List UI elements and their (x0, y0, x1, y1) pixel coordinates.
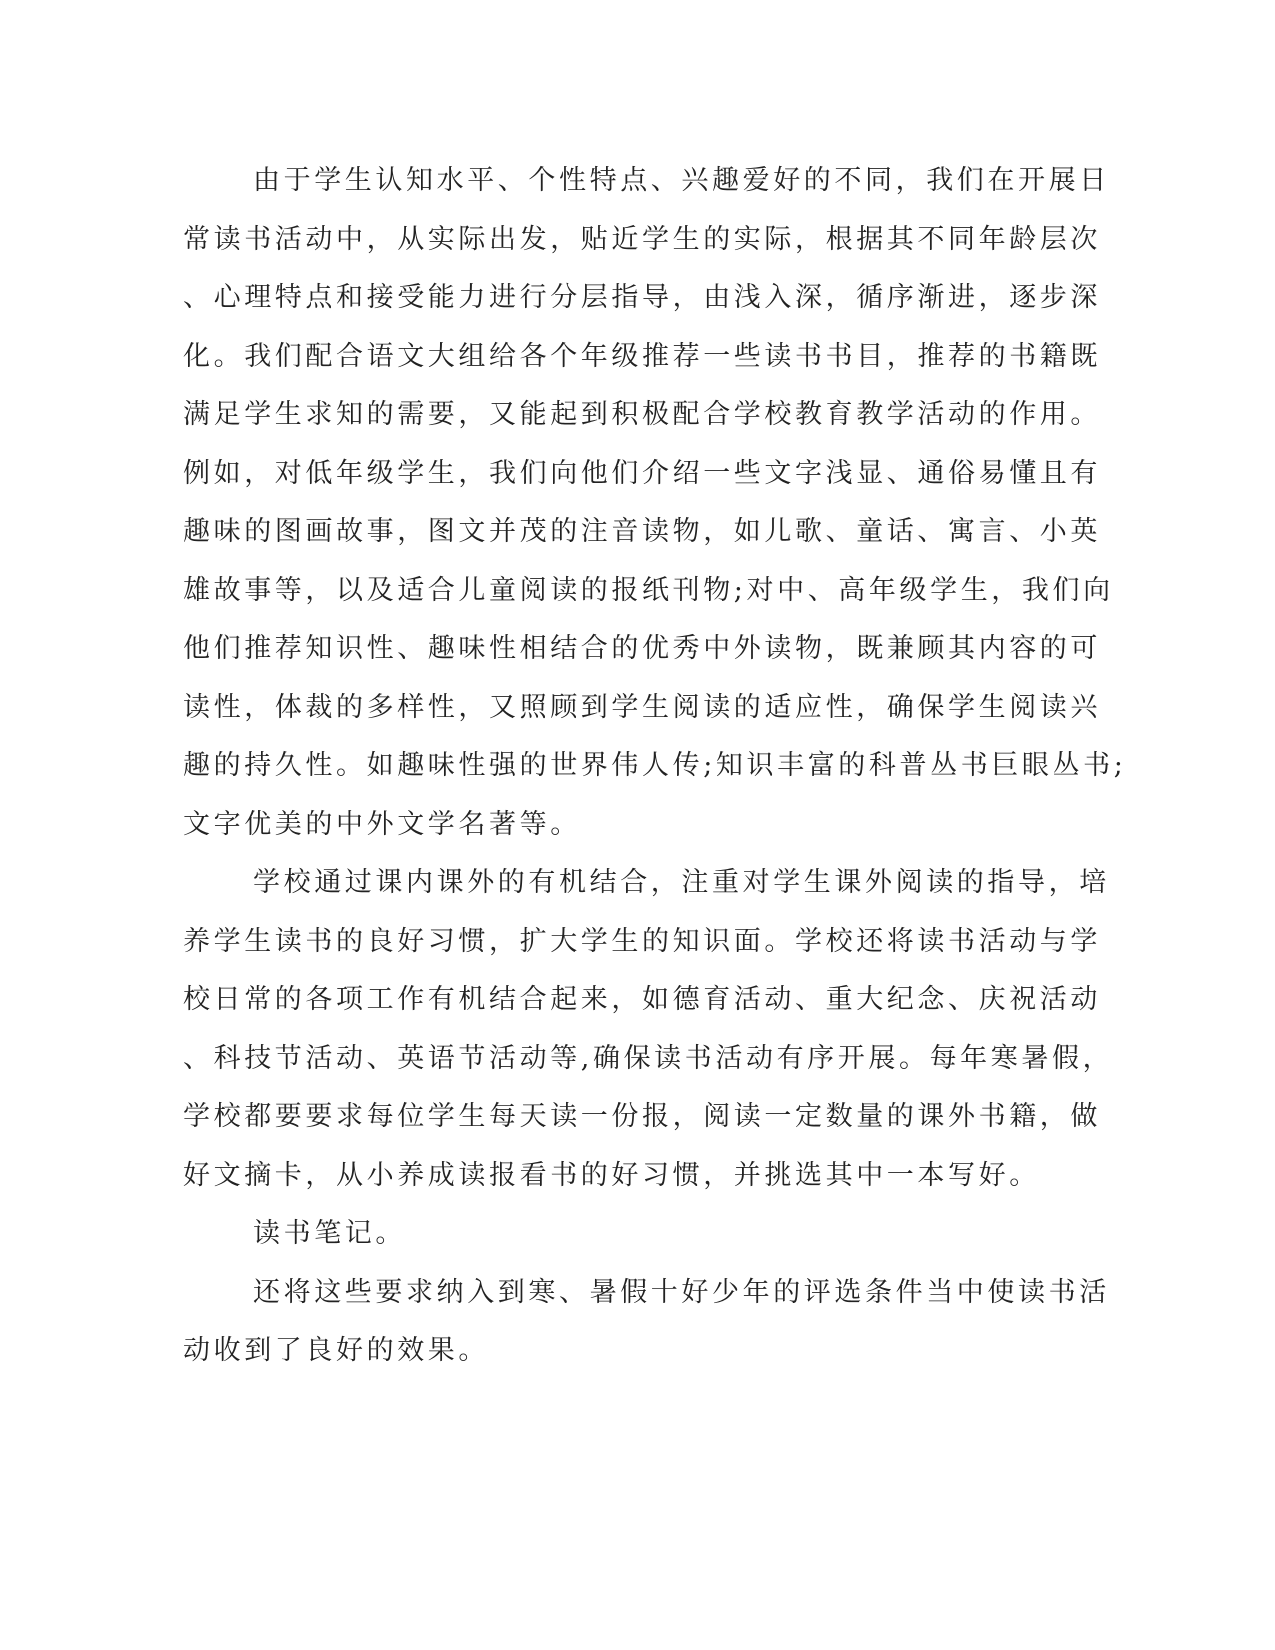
text-line: 动收到了良好的效果。 (183, 1335, 489, 1366)
text-line: 好文摘卡，从小养成读报看书的好习惯，并挑选其中一本写好。 (183, 1159, 1040, 1191)
text-line: 学校都要要求每位学生每天读一份报，阅读一定数量的课外书籍，做 (183, 1101, 1101, 1132)
text-line: 校日常的各项工作有机结合起来，如德育活动、重大纪念、庆祝活动 (183, 984, 1101, 1015)
text-line: 、科技节活动、英语节活动等,确保读书活动有序开展。每年寒暑假， (183, 1042, 1114, 1074)
text-line: 养学生读书的良好习惯，扩大学生的知识面。学校还将读书活动与学 (183, 925, 1101, 957)
paragraph-4 (183, 1264, 1110, 1381)
text-line: 雄故事等，以及适合儿童阅读的报纸刊物;对中、高年级学生，我们向 (183, 574, 1114, 606)
text-line: 满足学生求知的需要，又能起到积极配合学校教育教学活动的作用。 (183, 399, 1101, 430)
text-line: 他们推荐知识性、趣味性相结合的优秀中外读物，既兼顾其内容的可 (183, 633, 1101, 664)
text-line: 趣的持久性。如趣味性强的世界伟人传;知识丰富的科普丛书巨眼丛书; (183, 750, 1127, 781)
paragraph-2 (183, 854, 1114, 1205)
text-line: 趣味的图画故事，图文并茂的注音读物，如儿歌、童话、寓言、小英 (183, 516, 1101, 547)
body-text (183, 152, 1127, 1381)
paragraph-1 (183, 152, 1127, 854)
text-line: 文字优美的中外文学名著等。 (183, 808, 581, 840)
text-line: 化。我们配合语文大组给各个年级推荐一些读书书目，推荐的书籍既 (183, 340, 1101, 372)
text-line: 例如，对低年级学生，我们向他们介绍一些文字浅显、通俗易懂且有 (183, 457, 1101, 489)
text-line: 由于学生认知水平、个性特点、兴趣爱好的不同，我们在开展日 (253, 165, 1110, 196)
text-line: 还将这些要求纳入到寒、暑假十好少年的评选条件当中使读书活 (253, 1276, 1110, 1308)
text-line: 常读书活动中，从实际出发，贴近学生的实际，根据其不同年龄层次 (183, 223, 1101, 255)
text-line: 学校通过课内课外的有机结合，注重对学生课外阅读的指导，培 (253, 867, 1110, 898)
paragraph-3 (183, 1205, 1043, 1264)
text-line: 读性，体裁的多样性，又照顾到学生阅读的适应性，确保学生阅读兴 (183, 691, 1101, 723)
text-line: 读书笔记。 (253, 1218, 406, 1249)
text-line: 、心理特点和接受能力进行分层指导，由浅入深，循序渐进，逐步深 (183, 282, 1101, 313)
